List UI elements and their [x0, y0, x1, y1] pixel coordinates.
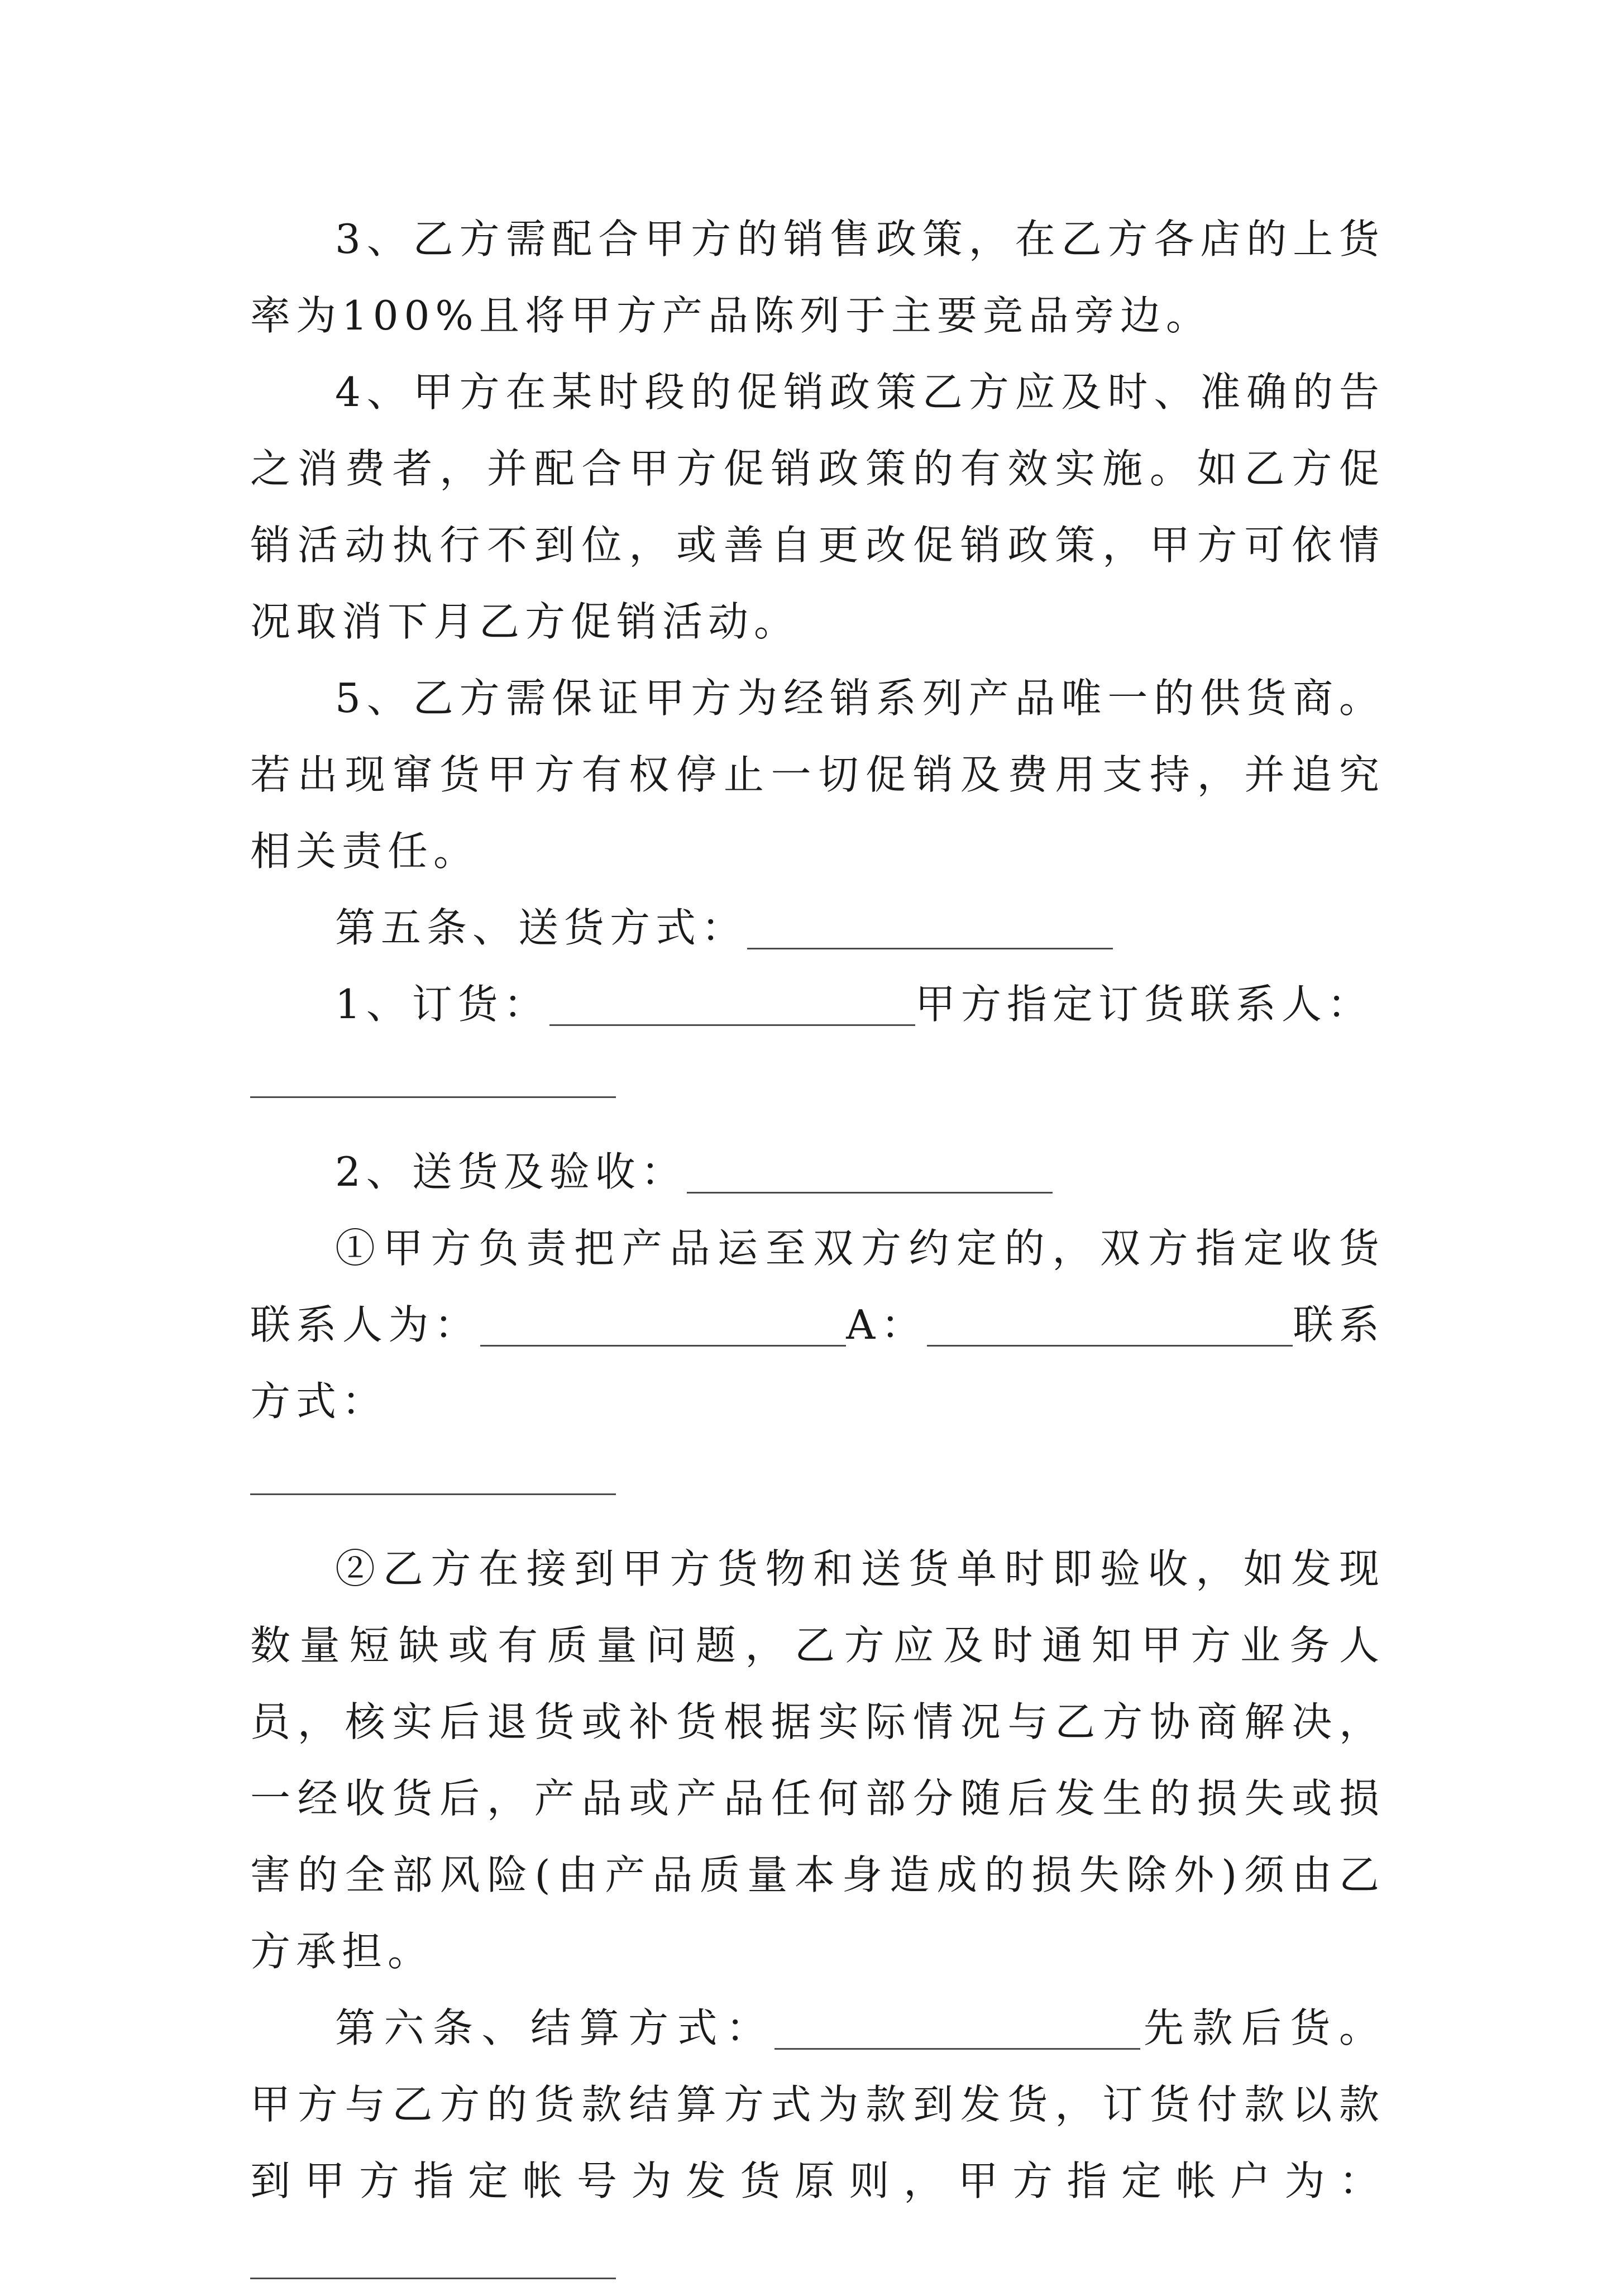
order-blank: [549, 983, 915, 1026]
article-6-heading: 第六条、结算方式：: [335, 2004, 775, 2051]
delivery-line: [250, 1134, 1385, 1210]
order-line: [250, 966, 1385, 1043]
item-1-contact-label: 联系方式：: [250, 1301, 1385, 1425]
article-5-heading: 第五条、送货方式：: [335, 904, 748, 951]
order-contact-label: 甲方指定订货联系人：: [915, 981, 1373, 1028]
delivery-method-blank: [747, 906, 1113, 949]
clause-3-text: 3、乙方需配合甲方的销售政策，在乙方各店的上货率为100%且将甲方产品陈列于主要竞品旁边。: [250, 216, 1385, 339]
order-label: 1、订货：: [335, 981, 549, 1028]
clause-4: [250, 354, 1385, 660]
item-2: [250, 1531, 1385, 1990]
receiver-blank: [480, 1304, 846, 1347]
item-2-text: ②乙方在接到甲方货物和送货单时即验收，如发现数量短缺或有质量问题，乙方应及时通知甲方业务人员，核实后退货或补货根据实际情况与乙方协商解决，一经收货后，产品或产品任何部分随后发生的损失或损害的全部风险(由产品质量本身造成的损失除外)须由乙方承担。: [250, 1545, 1385, 1975]
clause-3: [250, 201, 1385, 354]
clause-4-text: 4、甲方在某时段的促销政策乙方应及时、准确的告之消费者，并配合甲方促销政策的有效实施。如乙方促销活动执行不到位，或善自更改促销政策，甲方可依情况取消下月乙方促销活动。: [250, 369, 1385, 645]
article-6: [250, 1990, 1385, 2296]
item-1: [250, 1210, 1385, 1440]
clause-5: [250, 660, 1385, 890]
delivery-label: 2、送货及验收：: [335, 1148, 687, 1195]
delivery-blank: [687, 1151, 1053, 1194]
account-blank: [250, 2236, 616, 2279]
article-6-text: 先款后货。甲方与乙方的货款结算方式为款到发货，订货付款以款到甲方指定帐号为发货原则，甲方指定帐户为：: [250, 2004, 1385, 2204]
clause-5-text: 5、乙方需保证甲方为经销系列产品唯一的供货商。若出现窜货甲方有权停止一切促销及费用支持，并追究相关责任。: [250, 675, 1385, 875]
order-contact-blank: [250, 1055, 616, 1098]
contact-method-blank: [250, 1452, 616, 1495]
article-5: [250, 890, 1385, 966]
document-page: [250, 201, 1385, 2296]
a-blank: [927, 1304, 1293, 1347]
item-1-a-label: A：: [846, 1301, 927, 1348]
item-1-text: ①甲方负责把产品运至双方约定的，双方指定收货联系人为：: [250, 1225, 1385, 1348]
settlement-blank: [774, 2007, 1140, 2050]
